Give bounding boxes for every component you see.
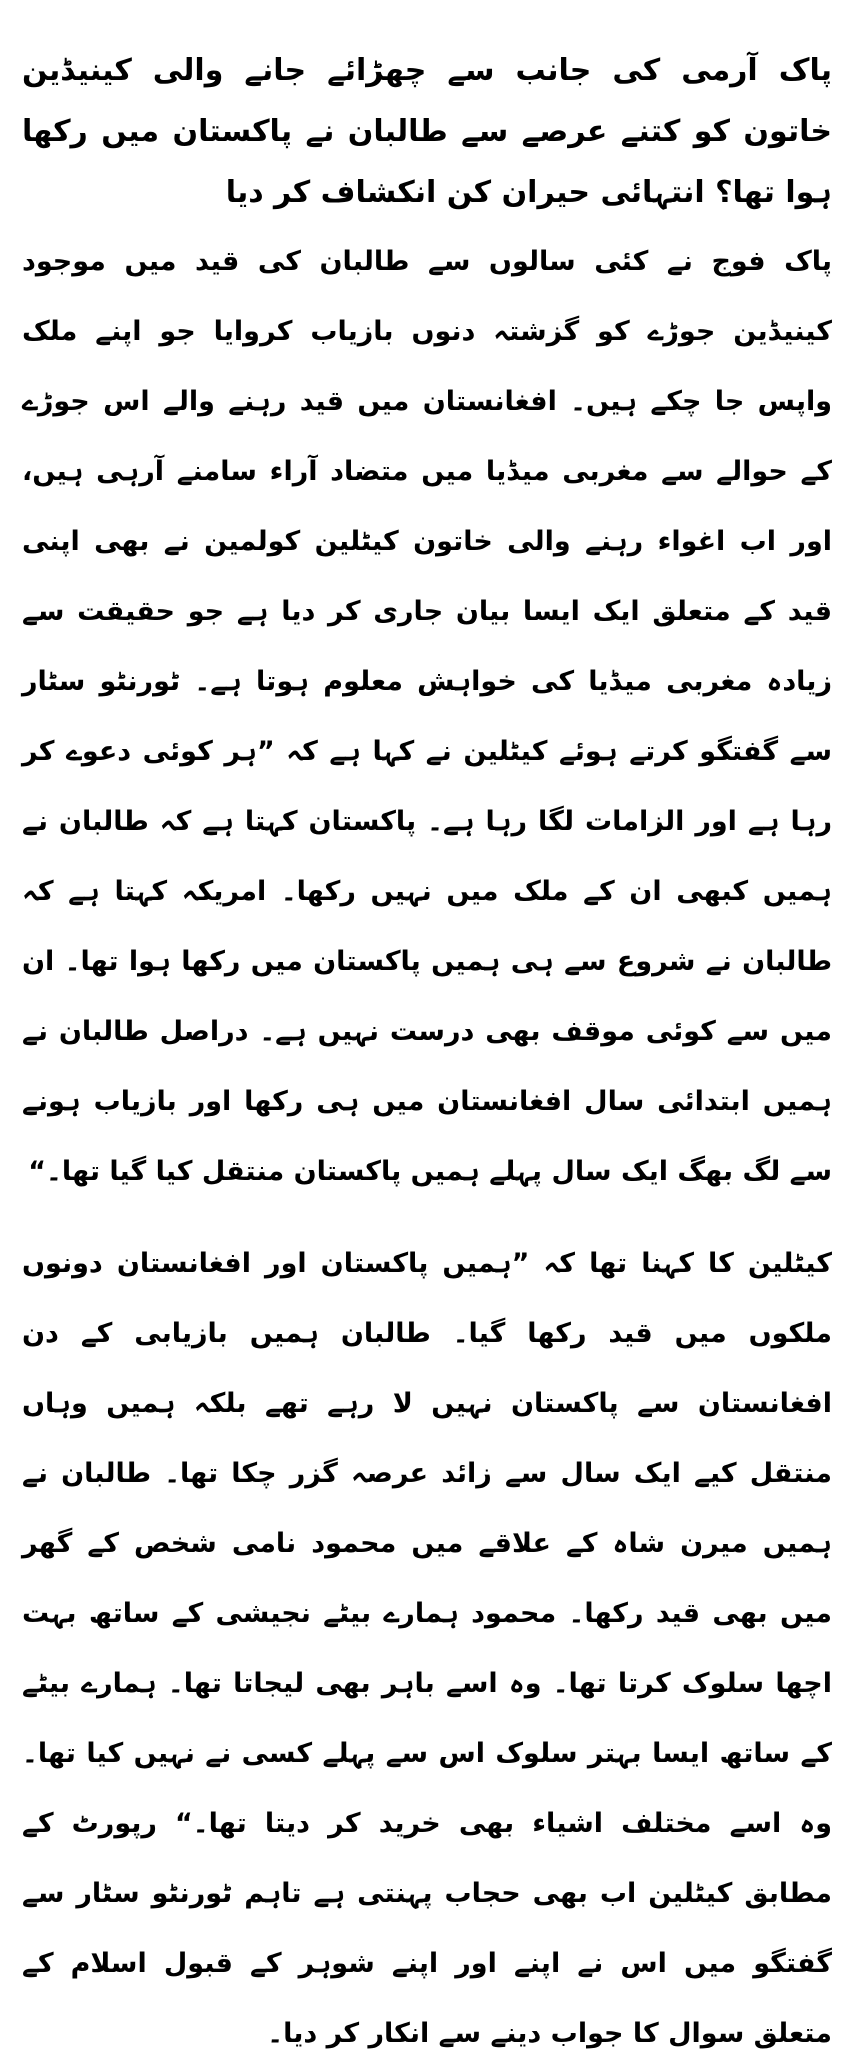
article-headline: پاک آرمی کی جانب سے چھڑائے جانے والی کینیڈین خاتون کو کتنے عرصے سے طالبان نے پاکستان میں رکھا ہوا تھا؟ انتہائی حیران کن انکشاف کر دیا — [22, 53, 832, 210]
article-paragraph: کیٹلین کا کہنا تھا کہ ”ہمیں پاکستان اور افغانستان دونوں ملکوں میں قید رکھا گیا۔ طالبان ہمیں بازیابی کے دن افغانستان سے پاکستان نہیں لا رہے تھے بلکہ ہمیں وہاں منتقل کیے ایک سال سے زائد عرصہ گزر چکا تھا۔ طالبان نے ہمیں میرن شاہ کے علاقے میں محمود نامی شخص کے گھر میں بھی قید رکھا۔ محمود ہمارے بیٹے نجیشی کے ساتھ بہت اچھا سلوک کرتا تھا۔ وہ اسے باہر بھی لیجاتا تھا۔ ہمارے بیٹے کے ساتھ ایسا بہتر سلوک اس سے پہلے کسی نے نہیں کیا تھا۔ وہ اسے مختلف اشیاء بھی خرید کر دیتا تھا۔“ رپورٹ کے مطابق کیٹلین اب بھی حجاب پہنتی ہے تاہم ٹورنٹو سٹار سے گفتگو میں اس نے اپنے اور اپنے شوہر کے قبول اسلام کے متعلق سوال کا جواب دینے سے انکار کر دیا۔ — [22, 1248, 832, 2049]
article — [22, 40, 832, 2069]
article-paragraph: پاک فوج نے کئی سالوں سے طالبان کی قید میں موجود کینیڈین جوڑے کو گزشتہ دنوں بازیاب کروایا جو اپنے ملک واپس جا چکے ہیں۔ افغانستان میں قید رہنے والے اس جوڑے کے حوالے سے مغربی میڈیا میں متضاد آراء سامنے آرہی ہیں، اور اب اغواء رہنے والی خاتون کیٹلین کولمین نے بھی اپنی قید کے متعلق ایک ایسا بیان جاری کر دیا ہے جو حقیقت سے زیادہ مغربی میڈیا کی خواہش معلوم ہوتا ہے۔ ٹورنٹو سٹار سے گفتگو کرتے ہوئے کیٹلین نے کہا ہے کہ ”ہر کوئی دعوے کر رہا ہے اور الزامات لگا رہا ہے۔ پاکستان کہتا ہے کہ طالبان نے ہمیں کبھی ان کے ملک میں نہیں رکھا۔ امریکہ کہتا ہے کہ طالبان نے شروع سے ہی ہمیں پاکستان میں رکھا ہوا تھا۔ ان میں سے کوئی موقف بھی درست نہیں ہے۔ دراصل طالبان نے ہمیں ابتدائی سال افغانستان میں ہی رکھا اور بازیاب ہونے سے لگ بھگ ایک سال پہلے ہمیں پاکستان منتقل کیا گیا تھا۔“ — [22, 246, 832, 1187]
